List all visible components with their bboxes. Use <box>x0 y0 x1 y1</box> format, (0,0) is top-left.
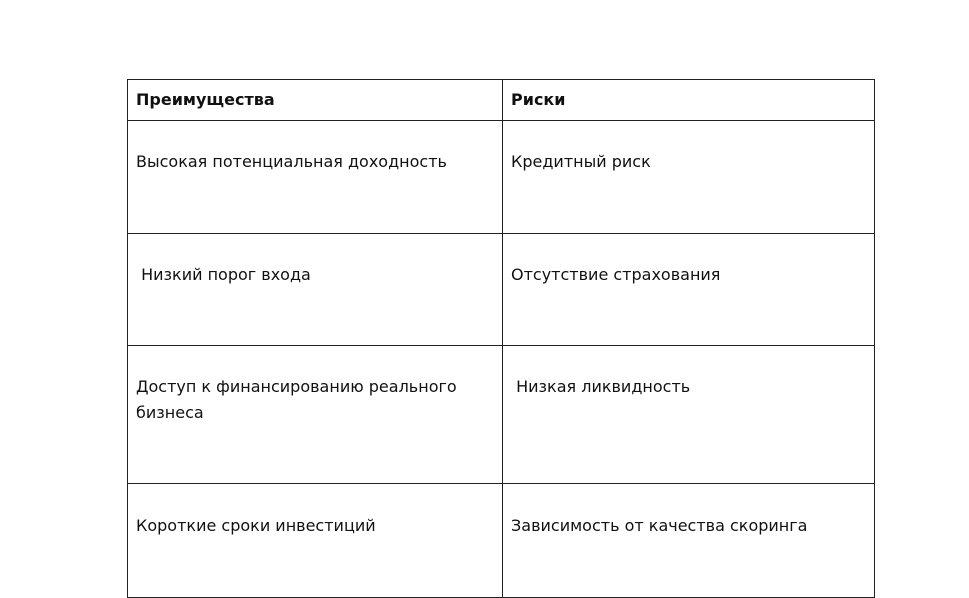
cell-text: Доступ к финансированию реального бизнеса <box>136 377 462 422</box>
cell-text: Зависимость от качества скоринга <box>511 516 808 535</box>
header-risks: Риски <box>503 80 875 121</box>
table-row <box>128 121 875 234</box>
cell-text: Кредитный риск <box>511 152 651 171</box>
comparison-table <box>127 79 875 598</box>
table-header-row <box>128 80 875 121</box>
table-cell <box>503 234 875 346</box>
table-cell <box>128 484 503 598</box>
table-cell <box>128 346 503 484</box>
cell-text: Короткие сроки инвестиций <box>136 516 376 535</box>
table-cell <box>503 484 875 598</box>
table-row <box>128 234 875 346</box>
cell-text: Отсутствие страхования <box>511 265 721 284</box>
cell-text: Низкая ликвидность <box>511 377 691 396</box>
cell-text: Низкий порог входа <box>136 265 311 284</box>
cell-text: Высокая потенциальная доходность <box>136 152 447 171</box>
table-cell <box>503 346 875 484</box>
table-cell <box>128 234 503 346</box>
table-cell <box>503 121 875 234</box>
table-row <box>128 346 875 484</box>
header-advantages: Преимущества <box>128 80 503 121</box>
table-row <box>128 484 875 598</box>
table-cell <box>128 121 503 234</box>
